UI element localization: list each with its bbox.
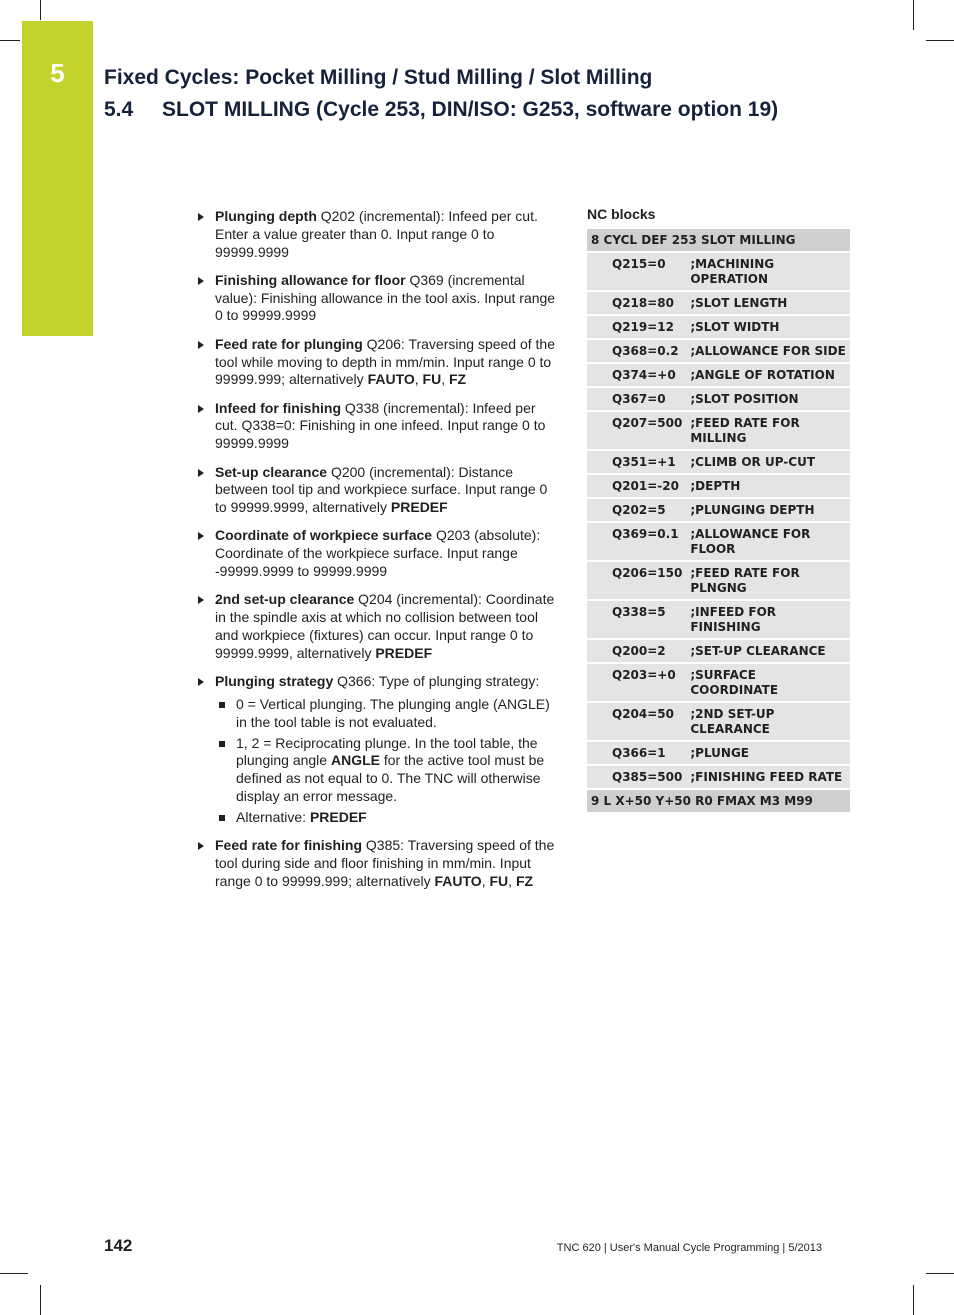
separator: ,	[414, 371, 423, 388]
nc-row	[587, 600, 850, 639]
nc-param: Q203=+0	[587, 663, 686, 702]
nc-header-row	[587, 229, 850, 252]
sub-option-item	[215, 809, 557, 827]
parameter-name: Infeed for finishing	[215, 399, 341, 416]
crop-mark	[0, 40, 20, 41]
nc-comment: ;PLUNGING DEPTH	[686, 498, 850, 522]
nc-comment: ;SLOT POSITION	[686, 387, 850, 411]
nc-row	[587, 252, 850, 291]
chapter-title: Fixed Cycles: Pocket Milling / Stud Milling / Slot Milling	[104, 66, 653, 89]
crop-mark	[0, 1273, 28, 1274]
crop-mark	[40, 0, 41, 20]
nc-param: Q218=80	[587, 291, 686, 315]
parameter-item	[195, 464, 557, 517]
parameter-item	[195, 208, 557, 261]
parameter-desc: Q202 (incremental): Infeed per cut. Enter a value greater than 0. Input range 0 to 99999.9999	[215, 208, 538, 260]
nc-row	[587, 291, 850, 315]
parameter-name: Plunging strategy	[215, 673, 334, 690]
nc-row	[587, 522, 850, 561]
parameter-option: FZ	[515, 872, 534, 889]
nc-comment: ;ALLOWANCE FOR FLOOR	[686, 522, 850, 561]
separator: ,	[508, 872, 516, 889]
nc-param: Q204=50	[587, 702, 686, 741]
nc-param: Q385=500	[587, 765, 686, 789]
parameter-desc: Q206: Traversing speed of the tool while moving to depth in mm/min. Input range 0 to 99999.999; alternatively	[215, 335, 556, 388]
crop-mark	[913, 1285, 914, 1315]
parameter-desc: Q338 (incremental): Infeed per cut. Q338=0: Finishing in one infeed. Input range 0 to 99999.9999	[215, 399, 546, 452]
section-number: 5.4	[104, 98, 134, 121]
nc-row	[587, 387, 850, 411]
nc-row	[587, 411, 850, 450]
nc-comment: ;SET-UP CLEARANCE	[686, 639, 850, 663]
page-number: 142	[104, 1236, 133, 1255]
parameter-item	[195, 591, 557, 662]
parameter-desc: Q203 (absolute): Coordinate of the workpiece surface. Input range -99999.9999 to 99999.9999	[215, 527, 541, 580]
nc-param: Q368=0.2	[587, 339, 686, 363]
nc-row	[587, 639, 850, 663]
nc-param: Q369=0.1	[587, 522, 686, 561]
parameter-name: Finishing allowance for floor	[215, 271, 406, 288]
parameter-item	[195, 336, 557, 389]
parameter-name: Feed rate for plunging	[215, 335, 363, 352]
parameter-name: Plunging depth	[215, 208, 317, 224]
nc-footer-cell: 9 L X+50 Y+50 R0 FMAX M3 M99	[587, 789, 850, 813]
nc-comment: ;PLUNGE	[686, 741, 850, 765]
parameter-name: Coordinate of workpiece surface	[215, 527, 433, 544]
nc-comment: ;DEPTH	[686, 474, 850, 498]
parameter-option: FAUTO	[434, 872, 482, 889]
sub-option-text: Alternative:	[236, 808, 310, 825]
nc-comment: ;SLOT LENGTH	[686, 291, 850, 315]
nc-comment: ;MACHINING OPERATION	[686, 252, 850, 291]
nc-row	[587, 702, 850, 741]
nc-blocks-table	[587, 229, 850, 814]
chapter-number: 5	[50, 58, 65, 88]
sub-option-text: 1, 2 = Reciprocating plunge. In the tool table, the plunging angle	[236, 734, 538, 769]
parameter-desc: Q366: Type of plunging strategy:	[333, 673, 540, 690]
nc-param: Q207=500	[587, 411, 686, 450]
parameter-item	[195, 837, 557, 890]
nc-row	[587, 765, 850, 789]
nc-comment: ;INFEED FOR FINISHING	[686, 600, 850, 639]
sub-option-item	[215, 696, 557, 732]
parameter-item	[195, 272, 557, 325]
crop-mark	[926, 1273, 954, 1274]
footer-text: TNC 620 | User's Manual Cycle Programming | 5/2013	[556, 1242, 822, 1254]
nc-param: Q338=5	[587, 600, 686, 639]
nc-row	[587, 450, 850, 474]
nc-row	[587, 363, 850, 387]
parameter-desc: Q204 (incremental): Coordinate in the spindle axis at which no collision between tool and workpiece (fixtures) can occur. Input range 0 to 99999.9999, alternatively	[215, 591, 555, 661]
nc-param: Q215=0	[587, 252, 686, 291]
nc-comment: ;CLIMB OR UP-CUT	[686, 450, 850, 474]
sub-option-text: 0 = Vertical plunging. The plunging angle (ANGLE) in the tool table is not evaluated.	[236, 695, 550, 730]
parameter-list	[195, 208, 557, 901]
parameter-name: Set-up clearance	[215, 463, 328, 480]
nc-comment: ;2ND SET-UP CLEARANCE	[686, 702, 850, 741]
crop-mark	[913, 0, 914, 30]
nc-row	[587, 315, 850, 339]
separator: ,	[441, 371, 449, 388]
nc-row	[587, 561, 850, 600]
sub-option-list	[215, 696, 557, 827]
sub-option-item	[215, 735, 557, 806]
nc-row	[587, 498, 850, 522]
nc-row	[587, 339, 850, 363]
sub-option-keyword: PREDEF	[309, 808, 367, 825]
parameter-option: FU	[422, 371, 442, 388]
sub-option-keyword: ANGLE	[330, 752, 380, 769]
nc-comment: ;FINISHING FEED RATE	[686, 765, 850, 789]
parameter-option: PREDEF	[390, 499, 448, 516]
nc-param: Q219=12	[587, 315, 686, 339]
separator: ,	[481, 872, 490, 889]
parameter-desc: Q200 (incremental): Distance between tool tip and workpiece surface. Input range 0 to 99999.9999, alternatively	[215, 463, 548, 516]
nc-param: Q351=+1	[587, 450, 686, 474]
nc-param: Q367=0	[587, 387, 686, 411]
section-title: SLOT MILLING (Cycle 253, DIN/ISO: G253, software option 19)	[162, 98, 779, 121]
parameter-item	[195, 400, 557, 453]
nc-comment: ;SLOT WIDTH	[686, 315, 850, 339]
nc-comment: ;FEED RATE FOR MILLING	[686, 411, 850, 450]
parameter-name: 2nd set-up clearance	[215, 591, 355, 608]
parameter-item	[195, 527, 557, 580]
parameter-option: FAUTO	[367, 371, 415, 388]
nc-comment: ;FEED RATE FOR PLNGNG	[686, 561, 850, 600]
parameter-option: PREDEF	[375, 644, 433, 661]
nc-param: Q201=-20	[587, 474, 686, 498]
nc-param: Q200=2	[587, 639, 686, 663]
sub-option-text: for the active tool must be defined as not equal to 0. The TNC will otherwise display an error message.	[236, 752, 545, 804]
nc-param: Q366=1	[587, 741, 686, 765]
parameter-desc: Q385: Traversing speed of the tool during side and floor finishing in mm/min. Input range 0 to 99999.999; alternatively	[215, 837, 555, 889]
parameter-item	[195, 673, 557, 827]
nc-param: Q374=+0	[587, 363, 686, 387]
parameter-name: Feed rate for finishing	[215, 837, 363, 854]
parameter-desc: Q369 (incremental value): Finishing allowance in the tool axis. Input range 0 to 99999.9999	[215, 271, 556, 324]
nc-footer-row	[587, 789, 850, 813]
nc-row	[587, 663, 850, 702]
nc-row	[587, 474, 850, 498]
crop-mark	[926, 40, 954, 41]
nc-comment: ;ALLOWANCE FOR SIDE	[686, 339, 850, 363]
nc-blocks-title: NC blocks	[587, 206, 656, 222]
nc-param: Q202=5	[587, 498, 686, 522]
nc-param: Q206=150	[587, 561, 686, 600]
nc-row	[587, 741, 850, 765]
parameter-option: FZ	[449, 371, 467, 388]
crop-mark	[40, 1285, 41, 1315]
nc-header-cell: 8 CYCL DEF 253 SLOT MILLING	[587, 229, 850, 252]
nc-comment: ;SURFACE COORDINATE	[686, 663, 850, 702]
nc-comment: ;ANGLE OF ROTATION	[686, 363, 850, 387]
parameter-option: FU	[489, 872, 509, 889]
